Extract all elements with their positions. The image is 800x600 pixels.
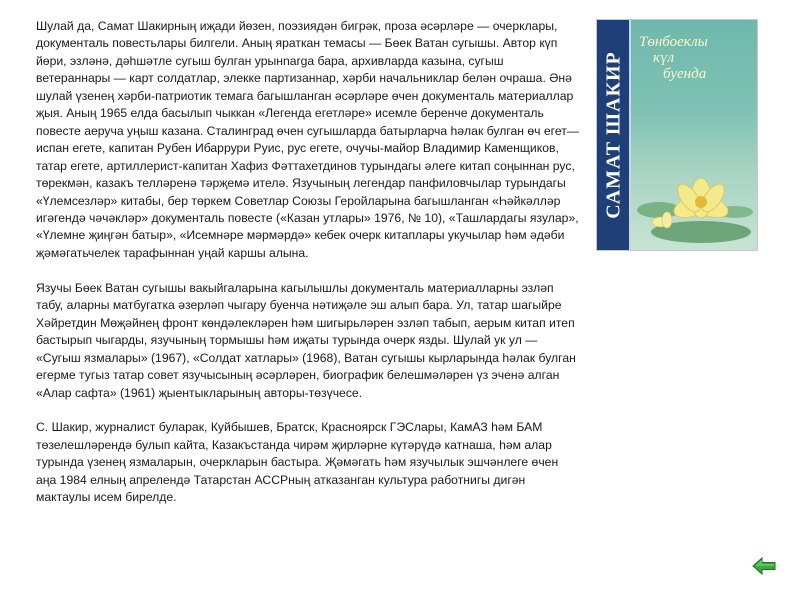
cover-title-line-2: күл [653, 50, 675, 66]
water-lily-icon [631, 140, 757, 250]
cover-title-line-1: Төнбоеклы [639, 34, 708, 50]
paragraph-3: С. Шакир, журналист буларак, Куйбышев, Братск, Красноярск ГЭСлары, КамАЗ һәм БАМ төзелешләрендә булып кайта, Казакъстанда чирәм җирләрне күтәрүдә катнаша, һәм алар турында үзенең язмаларын, очеркларын бастыра. Җәмәгать һәм язучылык эшчәнлеге өчен аңа 1984 елның апрелендә Татарстан АССРның атказанган культура работнигы дигән мактаулы исем бирелде. [36, 420, 559, 505]
book-cover-face [631, 20, 757, 250]
cover-title-line-3: буенда [663, 66, 707, 82]
article-text [36, 18, 581, 524]
spine-author-name: САМАТ ШАКИР [602, 51, 625, 219]
cover-title [639, 34, 753, 82]
paragraph-1: Шулай да, Самат Шакирның иҗади йөзен, поэзиядән бигрәк, проза әсәрләре — очерклары, документаль повестьлары билгели. Аның яраткан темасы — Бөек Ватан сугышы. Автор күп йөри, эзләнә, дәһшәтле сугыш булган урынnarga бара, архивларда казына, сугыш ветераннары — карт солдатлар, элекке партизаннар, хәрби начальниклар белән очраша. Әнә шулай үзенең хәрби-патриотик темага багышланган әсәрләре өчен документаль материаллар җыя. Аның 1965 елда басылып чыккан «Легенда егетләре» исемле беренче документаль повесте аеруча уңыш казана. Сталинград өчен сугышларда батырларча һәлак булган өч егет—испан егете, капитан Рубен Ибаррури Руис, рус егете, очучы-майор Владимир Каменщиков, татар егете, артиллерист-капитан Хафиз Фәттахетдинов турындагы әлеге китап соңыннан рус, төрекмән, казакъ телләренә тәрҗемә ителә. Язучының легендар панфиловчылар турындагы «Үлемсезләр» китабы, бер төркем Советлар Союзы Геройларына багышланган «Һәйкәлләр игәгендә чәчәкләр» документаль повесте («Казан утлары» 1976, № 10), «Ташлардагы язулар», «Үлемне җиңгән батыр», «Исемнәре мәрмәрдә» кебек очерк китаплары укучылар һәм әдәби җәмәгатьчелек тарафыннан уңай каршы алына. [36, 19, 579, 260]
back-arrow-icon[interactable] [752, 556, 776, 576]
book-cover-image [597, 20, 757, 250]
paragraph-2: Язучы Бөек Ватан сугышы вакыйгаларына кагылышлы документаль материалларны эзләп табу, аларны матбугатка әзерләп чыгару буенча нәтиҗәле эш алып бара. Ул, татар шагыйре Хәйретдин Мөҗәйнең фронт көндәлекләрен һәм шигырьләрен эзләп табып, аерым китап итеп бастырып чыгарды, язучының тормышы һәм иҗаты турында очерк язды. Шулай ук ул — «Сугыш язмалары» (1967), «Солдат хатлары» (1968), Ватан сугышы кырларында һәлак булган егерме тугыз татар совет язучысының әсәрләрен, биографик белешмәләрен үз эченә алган «Алар сафта» (1961) җыентыкларының авторы-төзүчесе. [36, 280, 576, 400]
book-spine [597, 20, 631, 250]
